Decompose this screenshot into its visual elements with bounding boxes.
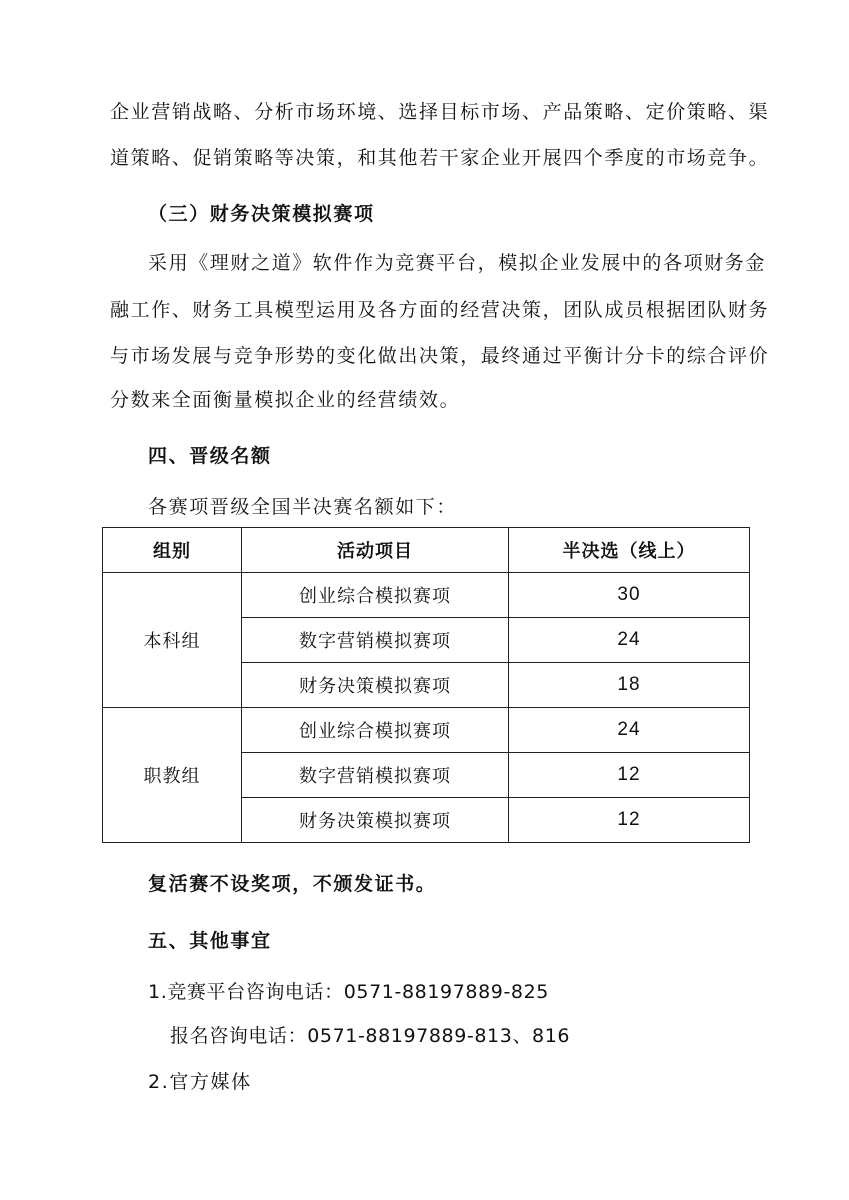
paragraph-line: 分数来全面衡量模拟企业的经营绩效。 — [110, 389, 461, 411]
item-cell: 财务决策模拟赛项 — [242, 663, 509, 708]
note-text: 复活赛不设奖项，不颁发证书。 — [148, 873, 437, 895]
table-row — [103, 573, 750, 618]
section-heading-5: 五、其他事宜 — [148, 930, 272, 952]
table-intro: 各赛项晋级全国半决赛名额如下： — [148, 496, 458, 518]
count-cell: 12 — [509, 798, 750, 843]
count-cell: 24 — [509, 708, 750, 753]
paragraph-line: 与市场发展与竞争形势的变化做出决策，最终通过平衡计分卡的综合评价 — [110, 345, 770, 367]
contact-line: 1.竞赛平台咨询电话：0571-88197889-825 — [148, 981, 549, 1003]
column-header-item: 活动项目 — [242, 528, 509, 573]
item-cell: 数字营销模拟赛项 — [242, 753, 509, 798]
count-cell: 18 — [509, 663, 750, 708]
paragraph-line: 企业营销战略、分析市场环境、选择目标市场、产品策略、定价策略、渠 — [110, 101, 770, 123]
group-name-cell: 职教组 — [103, 708, 242, 843]
column-header-count: 半决选（线上） — [509, 528, 750, 573]
item-cell: 数字营销模拟赛项 — [242, 618, 509, 663]
column-header-group: 组别 — [103, 528, 242, 573]
item-cell: 财务决策模拟赛项 — [242, 798, 509, 843]
contact-line: 报名咨询电话：0571-88197889-813、816 — [170, 1025, 571, 1047]
section-heading-4: 四、晋级名额 — [148, 445, 272, 467]
table-header-row — [103, 528, 750, 573]
section-heading-3: （三）财务决策模拟赛项 — [148, 203, 375, 225]
table-row — [103, 708, 750, 753]
count-cell: 30 — [509, 573, 750, 618]
list-item: 2.官方媒体 — [148, 1071, 252, 1093]
quota-table — [102, 527, 750, 843]
paragraph-line: 道策略、促销策略等决策，和其他若干家企业开展四个季度的市场竞争。 — [110, 147, 770, 169]
group-name-cell: 本科组 — [103, 573, 242, 708]
count-cell: 12 — [509, 753, 750, 798]
count-cell: 24 — [509, 618, 750, 663]
paragraph-line: 融工作、财务工具模型运用及各方面的经营决策，团队成员根据团队财务 — [110, 299, 770, 321]
paragraph-line: 采用《理财之道》软件作为竞赛平台，模拟企业发展中的各项财务金 — [148, 252, 767, 274]
item-cell: 创业综合模拟赛项 — [242, 708, 509, 753]
item-cell: 创业综合模拟赛项 — [242, 573, 509, 618]
